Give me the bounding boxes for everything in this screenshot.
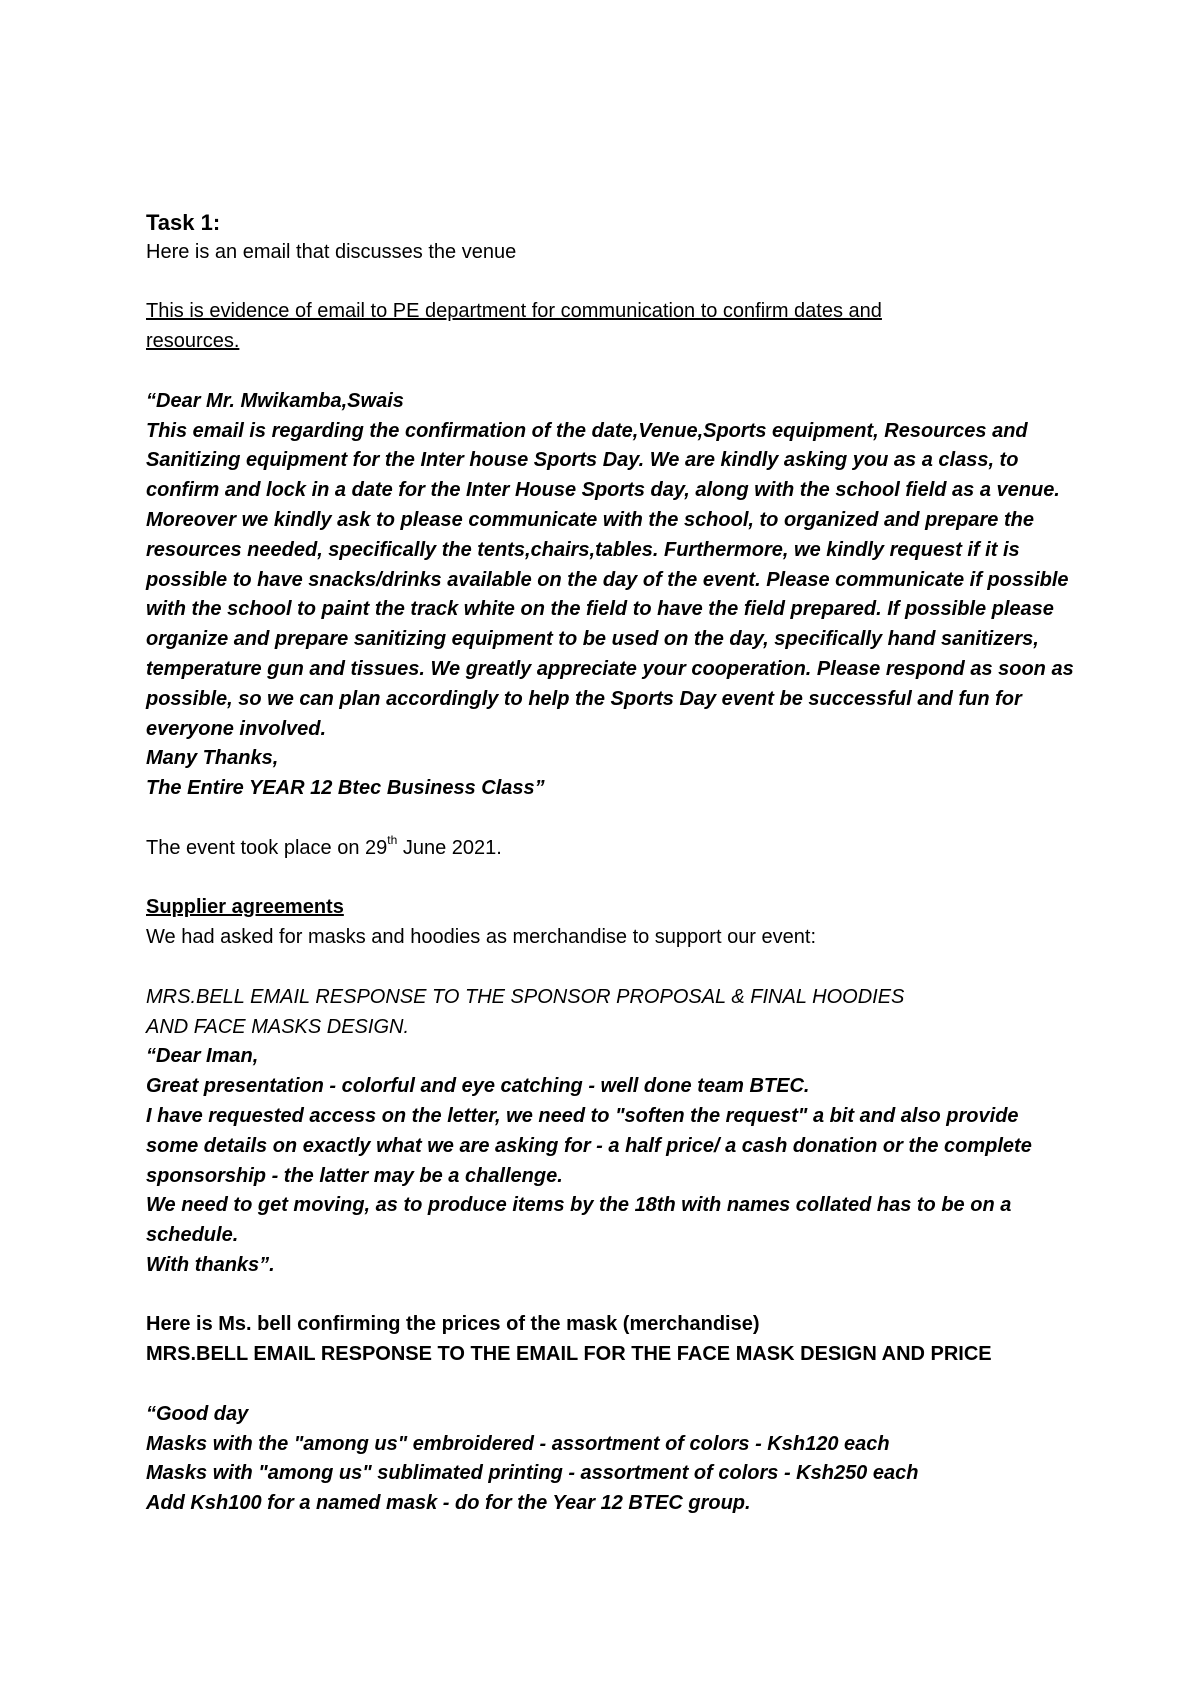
mask-prices-intro: Here is Ms. bell confirming the prices of the mask (merchandise)	[146, 1313, 760, 1336]
pe-email	[146, 387, 1076, 804]
mask-prices-greeting: “Good day	[146, 1402, 249, 1425]
event-date-ordinal: th	[387, 833, 398, 848]
bell-email-line1: Great presentation - colorful and eye catching - well done team BTEC.	[146, 1075, 810, 1098]
supplier-intro: We had asked for masks and hoodies as merchandise to support our event:	[146, 926, 817, 949]
event-date-rest: June 2021.	[397, 836, 502, 859]
document-page	[146, 208, 1086, 1519]
spacer	[146, 804, 1086, 834]
bell-email-subject: MRS.BELL EMAIL RESPONSE TO THE SPONSOR PROPOSAL & FINAL HOODIES AND FACE MASKS DESIGN.	[146, 985, 905, 1038]
spacer	[146, 1281, 1086, 1311]
mask-prices-subject: MRS.BELL EMAIL RESPONSE TO THE EMAIL FOR THE FACE MASK DESIGN AND PRICE	[146, 1343, 992, 1366]
mask-price-item: Masks with "among us" sublimated printing - assortment of colors - Ksh250 each	[146, 1462, 919, 1485]
task-intro: Here is an email that discusses the venue	[146, 240, 517, 263]
pe-email-signature: The Entire YEAR 12 Btec Business Class”	[146, 777, 545, 800]
evidence-heading: This is evidence of email to PE department for communication to confirm dates and resources.	[146, 300, 882, 353]
bell-email-line3: We need to get moving, as to produce items by the 18th with names collated has to be on a schedule.	[146, 1194, 1012, 1247]
pe-email-salutation: “Dear Mr. Mwikamba,Swais	[146, 389, 404, 412]
event-date-prefix: The event took place on 29	[146, 836, 388, 859]
task-title: Task 1:	[146, 210, 221, 235]
mask-price-item: Add Ksh100 for a named mask - do for the Year 12 BTEC group.	[146, 1492, 751, 1515]
event-date	[146, 834, 1086, 864]
bell-email	[146, 1042, 1071, 1280]
spacer	[146, 268, 1086, 298]
spacer	[146, 1370, 1086, 1400]
spacer	[146, 357, 1086, 387]
spacer	[146, 864, 1086, 894]
supplier-heading: Supplier agreements	[146, 896, 344, 919]
bell-email-closing: With thanks”.	[146, 1253, 275, 1276]
bell-email-line2: I have requested access on the letter, we need to "soften the request" a bit and also provide some details on exactly what we are asking for - a half price/ a cash donation or the complete sponsorship - the latter may be a challenge.	[146, 1104, 1032, 1187]
pe-email-closing: Many Thanks,	[146, 747, 279, 770]
bell-email-salutation: “Dear Iman,	[146, 1045, 259, 1068]
mask-price-item: Masks with the "among us" embroidered - assortment of colors - Ksh120 each	[146, 1432, 890, 1455]
pe-email-body: This email is regarding the confirmation of the date,Venue,Sports equipment, Resources and Sanitizing equipment for the Inter house Sports Day. We are kindly asking you as a class, to confirm and lock in a date for the Inter House Sports day, along with the school field as a venue. Moreover we kindly ask to please communicate with the school, to organized and prepare the resources needed, specifically the tents,chairs,tables. Furthermore, we kindly request if it is possible to have snacks/drinks available on the day of the event. Please communicate if possible with the school to paint the track white on the field to have the field prepared. If possible please organize and prepare sanitizing equipment to be used on the day, specifically hand sanitizers, temperature gun and tissues. We greatly appreciate your cooperation. Please respond as soon as possible, so we can plan accordingly to help the Sports Day event be successful and fun for everyone involved.	[146, 419, 1074, 740]
spacer	[146, 953, 1086, 983]
mask-prices-email	[146, 1400, 1086, 1519]
